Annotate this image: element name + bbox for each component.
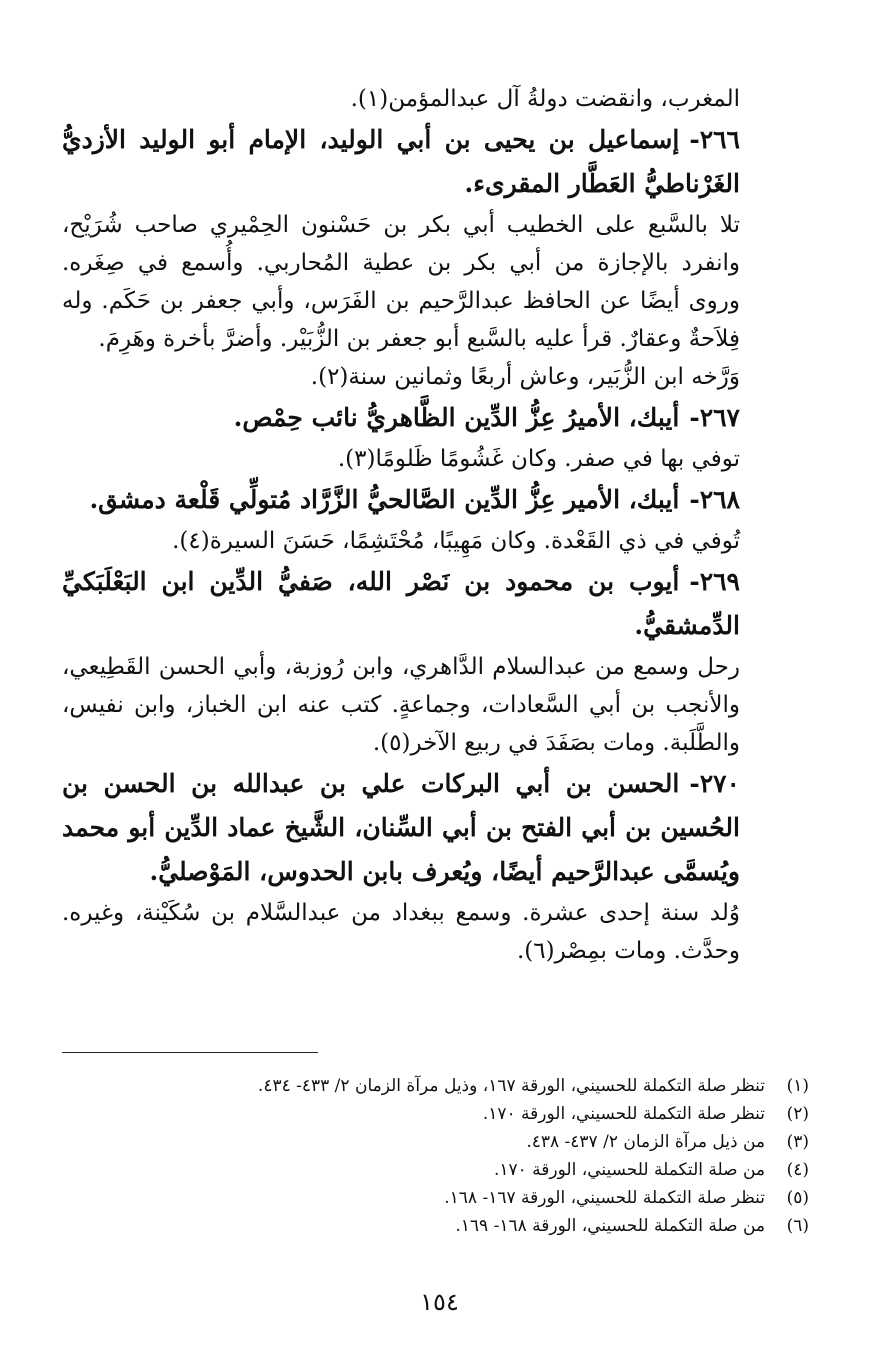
entry-heading xyxy=(62,118,740,206)
footnote-marker: (٥) xyxy=(786,1188,809,1208)
paragraph: وُلد سنة إحدى عشرة. وسمع ببغداد من عبدالسَّلام بن سُكَيْنة، وغيره. وحدَّث. ومات بمِصْر(٦). xyxy=(62,900,740,964)
entry-number: ٢٦٦- xyxy=(689,125,740,154)
footnote-text: تنظر صلة التكملة للحسيني، الورقة ١٧٠. xyxy=(482,1104,765,1124)
entry-number: ٢٧٠- xyxy=(689,769,740,798)
paragraph: وَرَّخه ابن الزُّبَير، وعاش أربعًا وثمانين سنة(٢). xyxy=(310,364,740,390)
paragraph: رحل وسمع من عبدالسلام الدَّاهري، وابن رُوزبة، وأبي الحسن القَطِيعي، والأنجب بن أبي السَّعادات، وجماعةٍ. كتب عنه ابن الخباز، وابن نفيس، والطَّلَبة. ومات بصَفَدَ في ربيع الآخر(٥). xyxy=(62,654,740,756)
entry-title: الحسن بن أبي البركات علي بن عبدالله بن الحسن بن الحُسين بن أبي الفتح بن أبي السِّنان، الشَّيخ عماد الدِّين أبو محمد ويُسمَّى عبدالرَّحيم أيضًا، ويُعرف بابن الحدوس، المَوْصليُّ. xyxy=(62,769,740,886)
paragraph: المغرب، وانقضت دولةُ آل عبدالمؤمن(١). xyxy=(350,86,740,112)
paragraph: تُوفي في ذي القَعْدة. وكان مَهِيبًا، مُحْتَشِمًا، حَسَنَ السيرة(٤). xyxy=(172,528,740,554)
entry-title: إسماعيل بن يحيى بن أبي الوليد، الإمام أبو الوليد الأزديُّ الغَرْناطيُّ العَطَّار المقرىء. xyxy=(62,125,740,198)
footnote xyxy=(249,1100,809,1128)
footnote-marker: (٣) xyxy=(786,1132,809,1152)
entry-heading xyxy=(62,560,740,648)
footnote-text: تنظر صلة التكملة للحسيني، الورقة ١٦٧، وذيل مرآة الزمان ٢/ ٤٣٣- ٤٣٤. xyxy=(257,1076,765,1096)
footnote-text: من ذيل مرآة الزمان ٢/ ٤٣٧- ٤٣٨. xyxy=(526,1132,765,1152)
paragraph: توفي بها في صفر. وكان غَشُومًا ظَلومًا(٣). xyxy=(337,446,740,472)
footnote-marker: (٦) xyxy=(786,1216,809,1236)
footnote-marker: (١) xyxy=(786,1076,809,1096)
entry-title: أيبك، الأمير عِزُّ الدِّين الصَّالحيُّ الزَّرَّاد مُتولِّي قَلْعة دمشق. xyxy=(89,485,680,514)
entry-heading xyxy=(62,478,740,522)
page-body xyxy=(62,80,740,970)
entry-number: ٢٦٧- xyxy=(689,403,740,432)
paragraph: تلا بالسَّبع على الخطيب أبي بكر بن حَسْنون الحِمْيري صاحب شُرَيْح، وانفرد بالإجازة من أبي بكر بن عطية المُحاربي. وأُسمع في صِغَره. وروى أيضًا عن الحافظ عبدالرَّحيم بن الفَرَس، وأبي جعفر بن حَكَم. وله فِلاَحةٌ وعقارٌ. قرأ عليه بالسَّبع أبو جعفر بن الزُّبَيْر. وأضرَّ بأخرة وهَرِمَ. xyxy=(62,212,740,352)
entry-title: أيبك، الأميرُ عِزُّ الدِّين الظَّاهريُّ نائب حِمْص. xyxy=(233,403,680,432)
entry-heading xyxy=(62,762,740,894)
footnotes xyxy=(249,1072,809,1240)
entry-number: ٢٦٩- xyxy=(689,567,740,596)
footnote xyxy=(249,1184,809,1212)
footnote-text: تنظر صلة التكملة للحسيني، الورقة ١٦٧- ١٦٨. xyxy=(444,1188,765,1208)
footnote-divider xyxy=(62,1052,318,1053)
footnote xyxy=(249,1156,809,1184)
footnote-marker: (٤) xyxy=(786,1160,809,1180)
entry-number: ٢٦٨- xyxy=(689,485,740,514)
entry-title: أيوب بن محمود بن نَصْر الله، صَفيُّ الدِّين ابن البَعْلَبَكيِّ الدِّمشقيُّ. xyxy=(62,567,740,640)
footnote xyxy=(249,1072,809,1100)
footnote xyxy=(249,1128,809,1156)
footnote-text: من صلة التكملة للحسيني، الورقة ١٦٨- ١٦٩. xyxy=(455,1216,765,1236)
entry-heading xyxy=(62,396,740,440)
footnote xyxy=(249,1212,809,1240)
footnote-text: من صلة التكملة للحسيني، الورقة ١٧٠. xyxy=(493,1160,765,1180)
page-number: ١٥٤ xyxy=(420,1288,459,1316)
footnote-marker: (٢) xyxy=(786,1104,809,1124)
